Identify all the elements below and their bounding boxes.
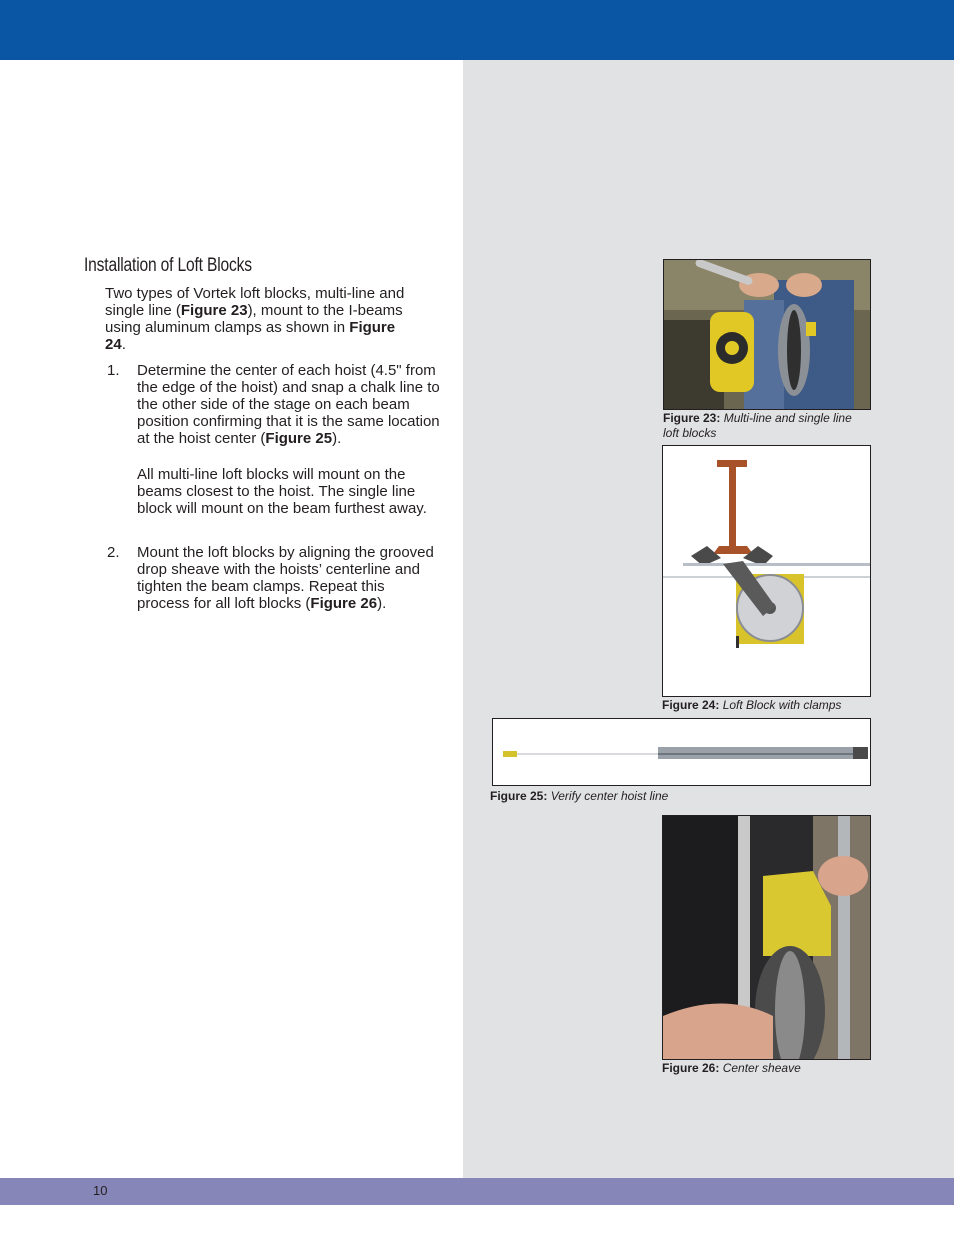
figure-24-reference: Figure 24 [105, 319, 396, 353]
figure-25-caption: Figure 25: Verify center hoist line [490, 789, 669, 803]
figure-26-caption: Figure 26: Center sheave [662, 1061, 801, 1075]
intro-paragraph: Two types of Vortek loft blocks, multi-line and single line (Figure 23), mount to the I-beams using aluminum clamps as shown in Figure 24. [105, 285, 405, 353]
figure-24-caption: Figure 24: Loft Block with clamps [662, 698, 842, 712]
section-title: Installation of Loft Blocks [84, 255, 252, 276]
figure-24-diagram [662, 445, 871, 697]
page-number: 10 [93, 1183, 108, 1198]
figure-25-diagram [492, 718, 871, 786]
figure-23-caption: Figure 23: Multi-line and single line loft blocks [663, 411, 852, 440]
step-number: 2. [107, 544, 120, 561]
figure-25-reference: Figure 25 [265, 430, 333, 447]
step-2: 2. Mount the loft blocks by aligning the grooved drop sheave with the hoists’ centerline and tighten the beam clamps. Repeat this process for all loft blocks (Figure 26). [107, 544, 434, 612]
step-number: 1. [107, 362, 120, 379]
figure-26-reference: Figure 26 [310, 595, 378, 612]
step-1: 1. Determine the center of each hoist (4.5" from the edge of the hoist) and snap a chalk line to the other side of the stage on each beam position confirming that it is the same location at the hoist center (Figure 25). [107, 362, 440, 447]
header-band [0, 0, 954, 60]
step-1-note: All multi-line loft blocks will mount on the beams closest to the hoist. The single line block will mount on the beam furthest away. [137, 466, 427, 517]
footer-band [0, 1178, 954, 1205]
figure-23-reference: Figure 23 [180, 302, 248, 319]
figure-26-photo [662, 815, 871, 1060]
figure-23-photo [663, 259, 871, 410]
